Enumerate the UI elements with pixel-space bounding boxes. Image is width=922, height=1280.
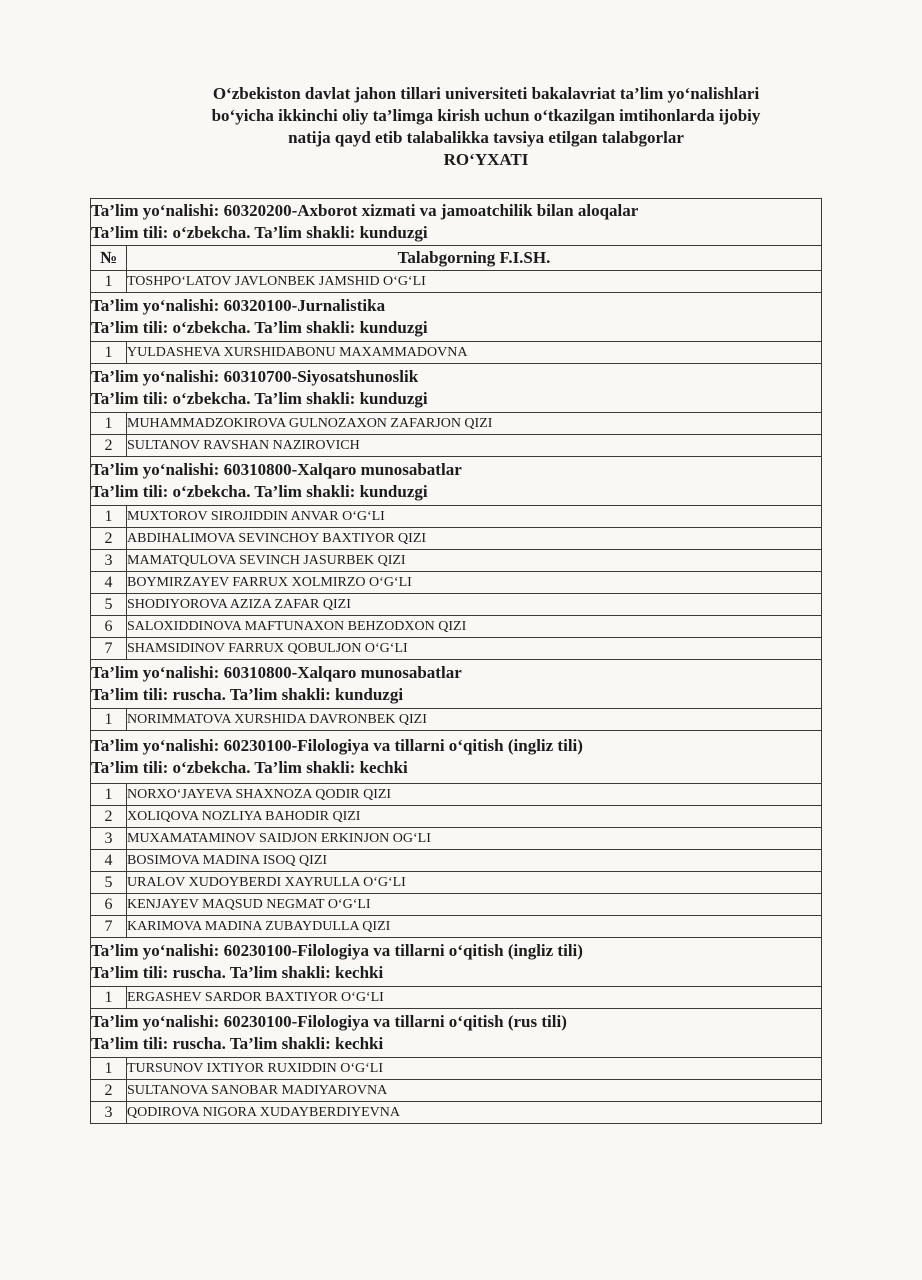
column-header-number: № (91, 246, 127, 271)
row-number: 2 (91, 806, 127, 828)
title-line: bo‘yicha ikkinchi oliy ta’limga kirish uchun o‘tkazilgan imtihonlarda ijobiy (211, 106, 761, 125)
table-row (91, 506, 822, 528)
row-number: 4 (91, 850, 127, 872)
direction-label: Ta’lim yo‘nalishi: 60310800-Xalqaro munosabatlar (91, 663, 462, 682)
student-name: MUXTOROV SIROJIDDIN ANVAR O‘G‘LI (127, 506, 822, 528)
table-row (91, 616, 822, 638)
student-name: XOLIQOVA NOZLIYA BAHODIR QIZI (127, 806, 822, 828)
student-list-table (90, 198, 822, 1124)
language-form-label: Ta’lim tili: o‘zbekcha. Ta’lim shakli: kunduzgi (91, 318, 428, 337)
section-header-row (91, 293, 822, 342)
student-name: SHAMSIDINOV FARRUX QOBULJON O‘G‘LI (127, 638, 822, 660)
student-name: BOSIMOVA MADINA ISOQ QIZI (127, 850, 822, 872)
section-header-row (91, 1009, 822, 1058)
language-form-label: Ta’lim tili: ruscha. Ta’lim shakli: kechki (91, 963, 384, 982)
direction-label: Ta’lim yo‘nalishi: 60320100-Jurnalistika (91, 296, 386, 315)
student-name: NORXO‘JAYEVA SHAXNOZA QODIR QIZI (127, 784, 822, 806)
language-form-label: Ta’lim tili: o‘zbekcha. Ta’lim shakli: kunduzgi (91, 223, 428, 242)
row-number: 1 (91, 271, 127, 293)
row-number: 3 (91, 1102, 127, 1124)
section-header-cell (91, 1009, 822, 1058)
student-name: ERGASHEV SARDOR BAXTIYOR O‘G‘LI (127, 987, 822, 1009)
table-row (91, 342, 822, 364)
student-name: NORIMMATOVA XURSHIDA DAVRONBEK QIZI (127, 709, 822, 731)
table-row (91, 594, 822, 616)
row-number: 7 (91, 638, 127, 660)
table-row (91, 828, 822, 850)
direction-label: Ta’lim yo‘nalishi: 60230100-Filologiya va tillarni o‘qitish (ingliz tili) (91, 736, 583, 755)
row-number: 1 (91, 342, 127, 364)
student-name: SULTANOVA SANOBAR MADIYAROVNA (127, 1080, 822, 1102)
row-number: 7 (91, 916, 127, 938)
student-name: SHODIYOROVA AZIZA ZAFAR QIZI (127, 594, 822, 616)
section-header-row (91, 457, 822, 506)
student-name: TURSUNOV IXTIYOR RUXIDDIN O‘G‘LI (127, 1058, 822, 1080)
student-name: KARIMOVA MADINA ZUBAYDULLA QIZI (127, 916, 822, 938)
student-name: BOYMIRZAYEV FARRUX XOLMIRZO O‘G‘LI (127, 572, 822, 594)
table-row (91, 550, 822, 572)
student-name: KENJAYEV MAQSUD NEGMAT O‘G‘LI (127, 894, 822, 916)
section-header-cell (91, 457, 822, 506)
section-header-row (91, 731, 822, 784)
table-row (91, 413, 822, 435)
table-row (91, 850, 822, 872)
section-header-cell (91, 199, 822, 246)
section-header-row (91, 364, 822, 413)
student-name: QODIROVA NIGORA XUDAYBERDIYEVNA (127, 1102, 822, 1124)
table-row (91, 709, 822, 731)
table-row (91, 1058, 822, 1080)
table-row (91, 894, 822, 916)
row-number: 2 (91, 1080, 127, 1102)
language-form-label: Ta’lim tili: ruscha. Ta’lim shakli: kechki (91, 1034, 384, 1053)
section-header-row (91, 199, 822, 246)
row-number: 1 (91, 1058, 127, 1080)
table-row (91, 784, 822, 806)
student-name: MAMATQULOVA SEVINCH JASURBEK QIZI (127, 550, 822, 572)
section-header-cell (91, 731, 822, 784)
row-number: 4 (91, 572, 127, 594)
table-row (91, 987, 822, 1009)
student-name: TOSHPO‘LATOV JAVLONBEK JAMSHID O‘G‘LI (127, 271, 822, 293)
title-line-royxati: RO‘YXATI (443, 150, 529, 169)
title-line: natija qayd etib talabalikka tavsiya etilgan talabgorlar (288, 128, 684, 147)
language-form-label: Ta’lim tili: o‘zbekcha. Ta’lim shakli: kunduzgi (91, 482, 428, 501)
student-name: YULDASHEVA XURSHIDABONU MAXAMMADOVNA (127, 342, 822, 364)
section-header-row (91, 938, 822, 987)
table-row (91, 872, 822, 894)
section-header-cell (91, 938, 822, 987)
row-number: 1 (91, 506, 127, 528)
section-header-cell (91, 660, 822, 709)
student-name: URALOV XUDOYBERDI XAYRULLA O‘G‘LI (127, 872, 822, 894)
row-number: 3 (91, 828, 127, 850)
student-name: MUHAMMADZOKIROVA GULNOZAXON ZAFARJON QIZI (127, 413, 822, 435)
direction-label: Ta’lim yo‘nalishi: 60320200-Axborot xizmati va jamoatchilik bilan aloqalar (91, 201, 639, 220)
language-form-label: Ta’lim tili: o‘zbekcha. Ta’lim shakli: kechki (91, 758, 408, 777)
column-header-row (91, 246, 822, 271)
table-row (91, 528, 822, 550)
column-header-name: Talabgorning F.I.SH. (127, 246, 822, 271)
table-row (91, 435, 822, 457)
table-row (91, 916, 822, 938)
row-number: 2 (91, 435, 127, 457)
row-number: 1 (91, 987, 127, 1009)
row-number: 6 (91, 616, 127, 638)
section-header-cell (91, 364, 822, 413)
row-number: 1 (91, 709, 127, 731)
row-number: 5 (91, 594, 127, 616)
document-title (120, 83, 852, 171)
row-number: 5 (91, 872, 127, 894)
direction-label: Ta’lim yo‘nalishi: 60310700-Siyosatshunoslik (91, 367, 419, 386)
student-name: SULTANOV RAVSHAN NAZIROVICH (127, 435, 822, 457)
row-number: 6 (91, 894, 127, 916)
section-header-row (91, 660, 822, 709)
language-form-label: Ta’lim tili: o‘zbekcha. Ta’lim shakli: kunduzgi (91, 389, 428, 408)
row-number: 1 (91, 413, 127, 435)
table-row (91, 1080, 822, 1102)
table-row (91, 806, 822, 828)
table-row (91, 1102, 822, 1124)
table-row (91, 271, 822, 293)
student-name: SALOXIDDINOVA MAFTUNAXON BEHZODXON QIZI (127, 616, 822, 638)
table-row (91, 638, 822, 660)
row-number: 3 (91, 550, 127, 572)
direction-label: Ta’lim yo‘nalishi: 60230100-Filologiya va tillarni o‘qitish (ingliz tili) (91, 941, 583, 960)
row-number: 2 (91, 528, 127, 550)
student-name: MUXAMATAMINOV SAIDJON ERKINJON OG‘LI (127, 828, 822, 850)
language-form-label: Ta’lim tili: ruscha. Ta’lim shakli: kunduzgi (91, 685, 404, 704)
title-line: O‘zbekiston davlat jahon tillari universiteti bakalavriat ta’lim yo‘nalishlari (212, 84, 760, 103)
direction-label: Ta’lim yo‘nalishi: 60310800-Xalqaro munosabatlar (91, 460, 462, 479)
direction-label: Ta’lim yo‘nalishi: 60230100-Filologiya va tillarni o‘qitish (rus tili) (91, 1012, 567, 1031)
section-header-cell (91, 293, 822, 342)
table-row (91, 572, 822, 594)
row-number: 1 (91, 784, 127, 806)
student-name: ABDIHALIMOVA SEVINCHOY BAXTIYOR QIZI (127, 528, 822, 550)
